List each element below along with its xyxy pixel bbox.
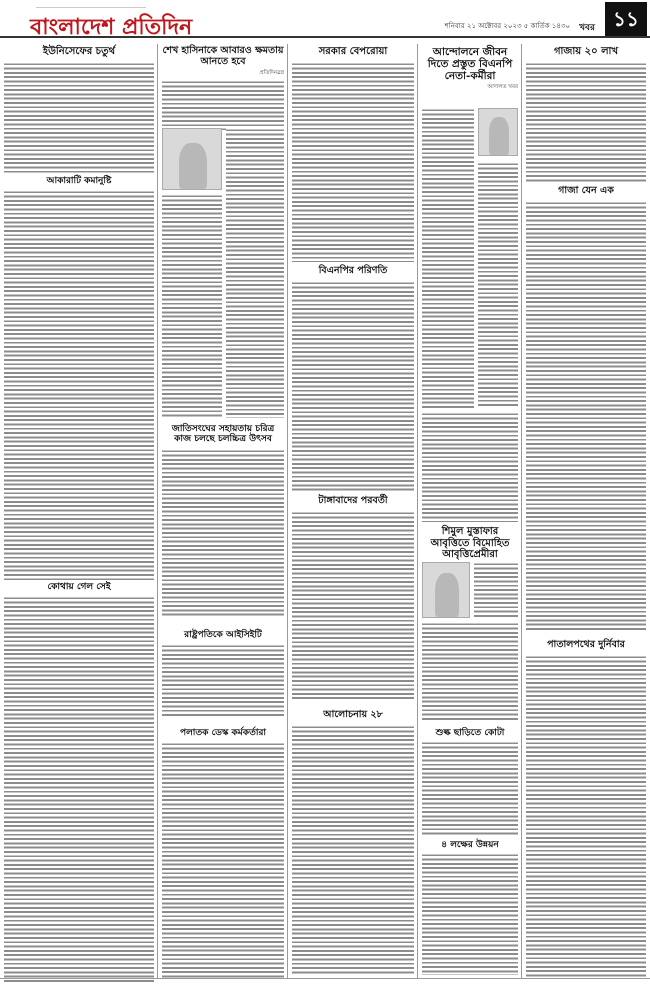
headline: সরকার বেপরোয়া [318,46,388,57]
column-divider [417,44,418,978]
column-divider [287,44,288,978]
article-a2 [4,176,154,580]
photo-figure [435,573,459,617]
headline: ৪ লক্ষের উন্নয়ন [441,840,499,850]
headline: শেখ হাসিনাকে আবারও ক্ষমতায় আনতে হবে [162,45,284,67]
article-body [292,725,414,975]
article-body [4,190,154,580]
article-a6 [162,630,284,716]
article-a13 [422,526,518,561]
article-a14 [422,728,518,835]
article-a12-continued [422,412,518,522]
article-a9 [292,266,414,493]
article-a8 [292,46,414,262]
article-a12-body-right [478,162,518,408]
article-a5 [162,424,284,617]
column-divider [157,44,158,978]
photo-figure [489,117,509,155]
article-a7 [162,728,284,978]
article-body [422,412,518,522]
article-body [292,281,414,493]
article-a16 [526,46,646,182]
article-body [422,622,518,722]
dateline: শনিবার ২১ অক্টোবর ২০২৩ ৫ কার্তিক ১৪৩০ [444,22,570,30]
article-body [526,201,646,631]
headline: ইউনিসেফের চতুর্থ [42,46,116,57]
article-body [422,741,518,835]
headline: কোথায় গেল সেই [47,582,111,592]
article-a3 [4,582,154,982]
news-photo [162,128,222,190]
byline: আদালত খবর [487,84,518,91]
article-body [162,80,284,130]
paper-logo [30,2,220,40]
news-photo [422,562,470,618]
article-a4 [162,46,284,130]
article-a13-body [422,622,518,722]
byline: প্রতিদিনস্লগ্ন [259,69,284,76]
article-a11 [292,710,414,975]
article-a10 [292,496,414,701]
column-divider [521,44,522,978]
article-body [162,449,284,617]
article-a15 [422,840,518,975]
headline: বিএনপির পরিণতি [318,265,388,276]
article-body [474,562,518,618]
article-body [226,128,284,418]
article-body [162,742,284,978]
photo-figure [179,143,207,189]
headline: আকারাটি কমানুষ্টি [46,176,112,186]
article-body [292,62,414,262]
article-body [526,655,646,979]
article-a12 [422,46,518,94]
section-label: খবর [579,23,595,33]
headline: গাজায় ২০ লাখ [553,46,619,57]
article-body [422,108,474,408]
headline: রাষ্ট্রপতিকে আইসিইটি [184,630,262,640]
masthead [0,0,650,38]
article-body [292,511,414,701]
article-body [4,62,154,174]
article-body [162,644,284,716]
paper-name: বাংলাদেশ প্রতিদিন [30,14,193,40]
headline: আন্দোলনে জীবন দিতে প্রস্তুত বিএনপি নেতা-কর্মীরা [427,46,513,83]
headline: পলাতক ডেস্ক কর্মকর্তারা [179,728,266,738]
article-a17 [526,186,646,631]
article-a4-continued [226,128,284,418]
headline: জাতিসংঘের সহায়তায় চরিত্র কাজ চলছে চলচ্চিত্র উৎসব [171,424,275,445]
article-body [422,853,518,975]
article-body [162,194,222,418]
headline: আলোচনায় ২৮ [323,709,383,720]
article-a13-body-right [474,562,518,618]
article-a12-body [422,108,474,408]
article-body [478,162,518,408]
article-body [4,596,154,982]
headline: গাজা যেন এক [558,185,614,196]
article-a1 [4,46,154,174]
news-photo [478,108,518,156]
headline: পাতালপথের দুর্নিবার [547,639,625,650]
headline: টাঙ্গাবাদের পরবর্তী [318,495,388,506]
headline: শিমুল মুস্তাফার আবৃত্তিতে বিমোহিত আবৃত্তিপ্রেমীরা [430,526,510,560]
page-number: ১১ [605,2,647,36]
article-a18 [526,640,646,979]
article-a4-continued-left [162,194,222,418]
paper-tagline [36,3,146,8]
article-body [526,62,646,182]
headline: শুল্ক ছাড়িতে কোটা [435,728,505,738]
page-bottom-rule [0,978,650,979]
